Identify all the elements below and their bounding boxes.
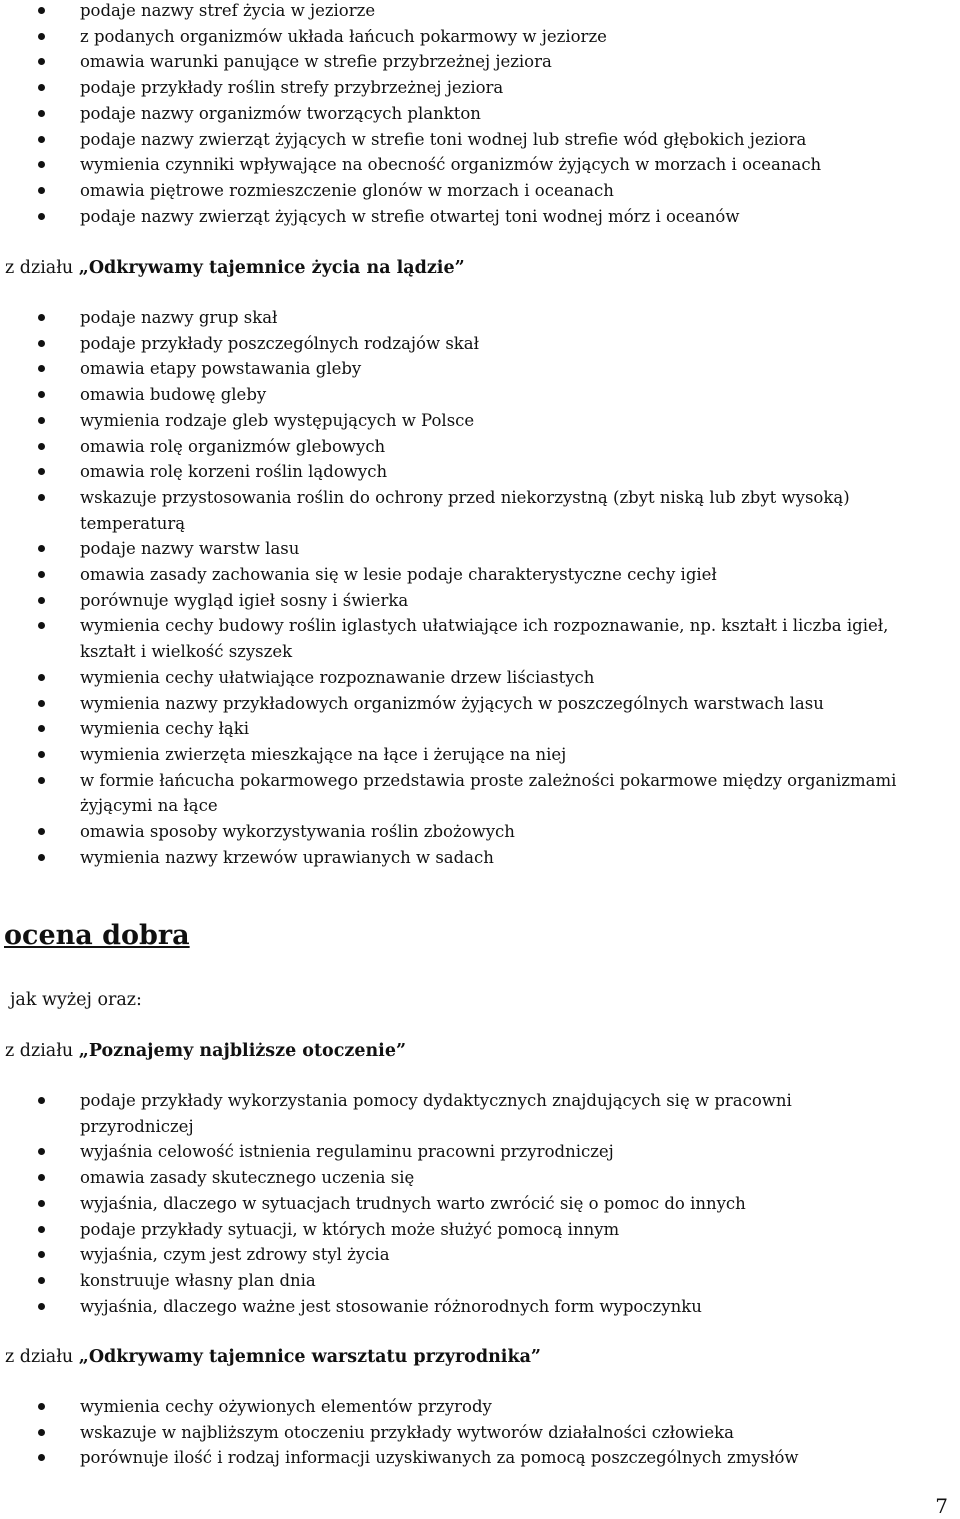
list-item <box>0 434 960 460</box>
bullet-icon <box>38 213 45 220</box>
bullet-icon <box>38 622 45 629</box>
list-item-text: wskazuje w najbliższym otoczeniu przykłady wytworów działalności człowieka <box>80 1422 734 1442</box>
list-item-text: podaje nazwy warstw lasu <box>80 539 300 559</box>
list-item-text: z podanych organizmów układa łańcuch pokarmowy w jeziorze <box>80 26 607 46</box>
bullet-icon <box>38 854 45 861</box>
list-item-text: wymienia cechy ożywionych elementów przyrody <box>80 1397 492 1416</box>
bullet-icon <box>38 545 45 552</box>
list-item <box>0 305 960 331</box>
list-item-text: omawia budowę gleby <box>80 385 267 405</box>
list-item-text: omawia rolę organizmów glebowych <box>80 436 386 456</box>
bullet-icon <box>38 468 45 475</box>
list-item <box>0 204 960 230</box>
list-item <box>0 1191 960 1217</box>
page-number: 7 <box>935 1494 948 1518</box>
list-item-text: podaje nazwy zwierząt żyjących w strefie otwartej toni wodnej mórz i oceanów <box>80 206 740 226</box>
criteria-list-3 <box>0 1088 960 1319</box>
list-item-text: omawia piętrowe rozmieszczenie glonów w morzach i oceanach <box>80 180 614 200</box>
bullet-icon <box>38 136 45 143</box>
list-item-text: podaje przykłady wykorzystania pomocy dydaktycznych znajdujących się w pracowni przyrodniczej <box>80 1091 792 1136</box>
list-item <box>0 1268 960 1294</box>
list-item <box>0 356 960 382</box>
list-item <box>0 49 960 75</box>
list-item-text: wymienia rodzaje gleb występujących w Polsce <box>80 410 475 430</box>
list-item <box>0 1165 960 1191</box>
section-title: „Odkrywamy tajemnice życia na lądzie” <box>78 258 465 278</box>
list-item-text: podaje przykłady poszczególnych rodzajów skał <box>80 333 479 353</box>
list-item <box>0 1217 960 1243</box>
list-item-text: podaje nazwy grup skał <box>80 308 278 327</box>
section-heading-surroundings <box>5 1039 406 1063</box>
bullet-icon <box>38 1454 45 1461</box>
section-prefix: z działu <box>5 1347 79 1367</box>
list-item <box>0 588 960 614</box>
list-item <box>0 845 960 871</box>
bullet-icon <box>38 1200 45 1207</box>
list-item <box>0 1139 960 1165</box>
criteria-list-1 <box>0 0 960 229</box>
list-item <box>0 1294 960 1320</box>
list-item <box>0 24 960 50</box>
bullet-icon <box>38 571 45 578</box>
list-item-text: porównuje wygląd igieł sosny i świerka <box>80 590 409 610</box>
list-item-text: podaje przykłady sytuacji, w których może służyć pomocą innym <box>80 1219 620 1239</box>
list-item-text: konstruuje własny plan dnia <box>80 1270 316 1290</box>
list-item-text: omawia warunki panujące w strefie przybrzeżnej jeziora <box>80 52 552 72</box>
list-item-text: podaje nazwy stref życia w jeziorze <box>80 1 376 20</box>
list-item <box>0 613 960 664</box>
list-item <box>0 485 960 536</box>
list-item <box>0 536 960 562</box>
bullet-icon <box>38 1303 45 1310</box>
list-item <box>0 382 960 408</box>
bullet-icon <box>38 1429 45 1436</box>
list-item <box>0 768 960 819</box>
list-item-text: wymienia cechy ułatwiające rozpoznawanie drzew liściastych <box>80 667 595 687</box>
list-item <box>0 665 960 691</box>
bullet-icon <box>38 417 45 424</box>
list-item <box>0 1420 960 1446</box>
bullet-icon <box>38 187 45 194</box>
grade-heading: ocena dobra <box>4 920 190 951</box>
bullet-icon <box>38 33 45 40</box>
list-item-text: omawia zasady skutecznego uczenia się <box>80 1168 415 1188</box>
bullet-icon <box>38 725 45 732</box>
bullet-icon <box>38 751 45 758</box>
bullet-icon <box>38 828 45 835</box>
list-item-text: wyjaśnia, dlaczego ważne jest stosowanie różnorodnych form wypoczynku <box>80 1296 702 1316</box>
section-heading-land <box>5 256 465 280</box>
list-item <box>0 1088 960 1139</box>
list-item-text: wyjaśnia celowość istnienia regulaminu pracowni przyrodniczej <box>80 1142 614 1162</box>
list-item <box>0 75 960 101</box>
bullet-icon <box>38 1097 45 1104</box>
list-item <box>0 459 960 485</box>
section-title: „Odkrywamy tajemnice warsztatu przyrodnika” <box>78 1347 541 1367</box>
list-item <box>0 1242 960 1268</box>
bullet-icon <box>38 365 45 372</box>
list-item-text: wskazuje przystosowania roślin do ochrony przed niekorzystną (zbyt niską lub zbyt wysoką) temperaturą <box>80 487 850 533</box>
bullet-icon <box>38 1148 45 1155</box>
list-item-text: wymienia zwierzęta mieszkające na łące i żerujące na niej <box>80 744 567 764</box>
section-prefix: z działu <box>5 258 79 278</box>
bullet-icon <box>38 161 45 168</box>
list-item <box>0 331 960 357</box>
list-item-text: podaje przykłady roślin strefy przybrzeżnej jeziora <box>80 78 504 98</box>
bullet-icon <box>38 58 45 65</box>
grade-note: jak wyżej oraz: <box>10 990 142 1010</box>
bullet-icon <box>38 340 45 347</box>
bullet-icon <box>38 84 45 91</box>
list-item <box>0 716 960 742</box>
section-prefix: z działu <box>5 1041 79 1061</box>
bullet-icon <box>38 700 45 707</box>
list-item <box>0 1445 960 1471</box>
list-item-text: wyjaśnia, dlaczego w sytuacjach trudnych warto zwrócić się o pomoc do innych <box>80 1193 746 1213</box>
list-item-text: omawia sposoby wykorzystywania roślin zbożowych <box>80 822 515 842</box>
bullet-icon <box>38 391 45 398</box>
bullet-icon <box>38 777 45 784</box>
list-item-text: omawia zasady zachowania się w lesie podaje charakterystyczne cechy igieł <box>80 565 717 585</box>
list-item <box>0 1394 960 1420</box>
list-item-text: podaje nazwy organizmów tworzących plankton <box>80 103 481 123</box>
list-item-text: podaje nazwy zwierząt żyjących w strefie toni wodnej lub strefie wód głębokich jeziora <box>80 129 807 149</box>
bullet-icon <box>38 1251 45 1258</box>
criteria-list-4 <box>0 1394 960 1471</box>
list-item-text: wymienia nazwy przykładowych organizmów żyjących w poszczególnych warstwach lasu <box>80 693 824 713</box>
list-item <box>0 742 960 768</box>
list-item <box>0 178 960 204</box>
section-heading-workshop <box>5 1345 541 1369</box>
bullet-icon <box>38 494 45 501</box>
bullet-icon <box>38 443 45 450</box>
list-item-text: wymienia nazwy krzewów uprawianych w sadach <box>80 847 494 867</box>
list-item-text: wymienia cechy łąki <box>80 719 250 739</box>
bullet-icon <box>38 7 45 14</box>
list-item-text: wyjaśnia, czym jest zdrowy styl życia <box>80 1245 390 1265</box>
list-item <box>0 562 960 588</box>
list-item-text: omawia rolę korzeni roślin lądowych <box>80 462 388 482</box>
list-item-text: wymienia cechy budowy roślin iglastych ułatwiające ich rozpoznawanie, np. kształt i liczba igieł, kształt i wielkość szyszek <box>80 616 889 662</box>
bullet-icon <box>38 597 45 604</box>
bullet-icon <box>38 1226 45 1233</box>
list-item-text: omawia etapy powstawania gleby <box>80 359 362 379</box>
list-item <box>0 0 960 24</box>
list-item <box>0 127 960 153</box>
list-item <box>0 152 960 178</box>
list-item-text: w formie łańcucha pokarmowego przedstawia proste zależności pokarmowe między organizmami żyjącymi na łące <box>80 770 897 816</box>
bullet-icon <box>38 674 45 681</box>
list-item <box>0 691 960 717</box>
bullet-icon <box>38 110 45 117</box>
list-item-text: porównuje ilość i rodzaj informacji uzyskiwanych za pomocą poszczególnych zmysłów <box>80 1448 799 1468</box>
list-item <box>0 101 960 127</box>
bullet-icon <box>38 1403 45 1410</box>
section-title: „Poznajemy najbliższe otoczenie” <box>78 1041 407 1061</box>
bullet-icon <box>38 1277 45 1284</box>
bullet-icon <box>38 1174 45 1181</box>
list-item <box>0 819 960 845</box>
bullet-icon <box>38 314 45 321</box>
list-item-text: wymienia czynniki wpływające na obecność organizmów żyjących w morzach i oceanach <box>80 155 822 175</box>
criteria-list-2 <box>0 305 960 870</box>
list-item <box>0 408 960 434</box>
